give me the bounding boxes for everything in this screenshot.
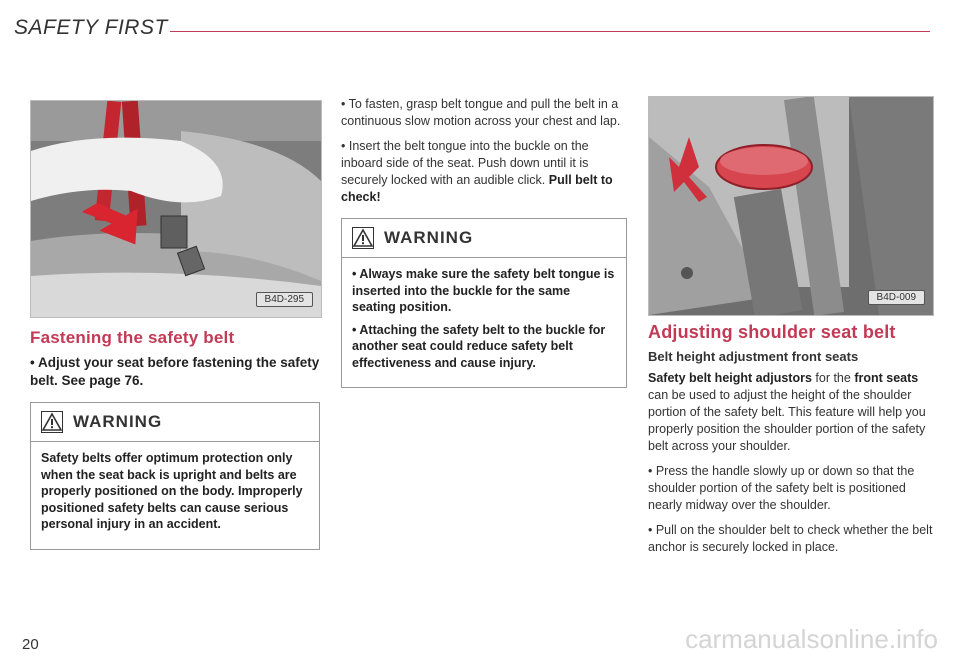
left-column (30, 100, 320, 550)
seatbelt-buckle-photo (30, 100, 322, 318)
warning-body (31, 450, 319, 533)
warning-item: • Attaching the safety belt to the buckle for another seat could reduce safety belt effectiveness and cause injury. (352, 322, 606, 370)
adjustor-term: Safety belt height adjustors (648, 371, 812, 385)
instruction-insert-text: • Insert the belt tongue into the buckle on the inboard side of the seat. Push down until it is securely locked with an audible click. (341, 139, 589, 187)
warning-body (342, 266, 626, 371)
header-rule (170, 31, 930, 32)
section-title: Adjusting shoulder seat belt (648, 322, 896, 342)
adjustor-description (648, 370, 934, 455)
seatbelt-buckle-illustration (31, 101, 321, 317)
belt-height-adjuster-photo (648, 96, 934, 316)
warning-header (342, 219, 626, 258)
image-reference-label: B4D-009 (868, 290, 925, 305)
front-seats-term: front seats (854, 371, 919, 385)
instruction-pull: • Pull on the shoulder belt to check whether the belt anchor is securely locked in place. (648, 523, 933, 554)
adjustor-text: can be used to adjust the height of the shoulder portion of the safety belt. This feature will help you properly position the shoulder portion of the safety belt across your shoulder. (648, 388, 926, 453)
instruction-press: • Press the handle slowly up or down so that the shoulder portion of the safety belt is positioned nearly midway over the shoulder. (648, 464, 915, 512)
watermark: carmanualsonline.info (685, 624, 938, 654)
image-reference-label: B4D-295 (256, 292, 313, 307)
warning-box (30, 402, 320, 550)
header-title: SAFETY FIRST (14, 16, 168, 39)
instruction-check: Pull belt to check! (341, 173, 613, 204)
warning-text: Safety belts offer optimum protection only when the seat back is upright and belts are properly positioned on the body. Improperly positioned safety belts can cause serious personal injury in an accident. (41, 451, 303, 531)
warning-header (31, 403, 319, 442)
intro-instruction: • Adjust your seat before fastening the safety belt. See page 76. (30, 355, 320, 388)
warning-box (341, 218, 627, 388)
instruction-insert (341, 138, 627, 206)
warning-title: WARNING (384, 228, 474, 247)
warning-triangle-icon (41, 411, 63, 433)
right-column (648, 96, 934, 564)
instruction-fasten: • To fasten, grasp belt tongue and pull the belt in a continuous slow motion across your chest and lap. (341, 97, 621, 128)
section-title: Fastening the safety belt (30, 328, 235, 347)
warning-title: WARNING (73, 412, 163, 431)
warning-item: • Always make sure the safety belt tongue is inserted into the buckle for the same seating position. (352, 267, 615, 314)
warning-triangle-icon (352, 227, 374, 249)
adjustor-text: for the (811, 371, 855, 385)
sub-heading: Belt height adjustment front seats (648, 349, 859, 364)
belt-adjuster-illustration (649, 97, 933, 315)
middle-column (341, 96, 627, 388)
page-number: 20 (22, 636, 39, 653)
